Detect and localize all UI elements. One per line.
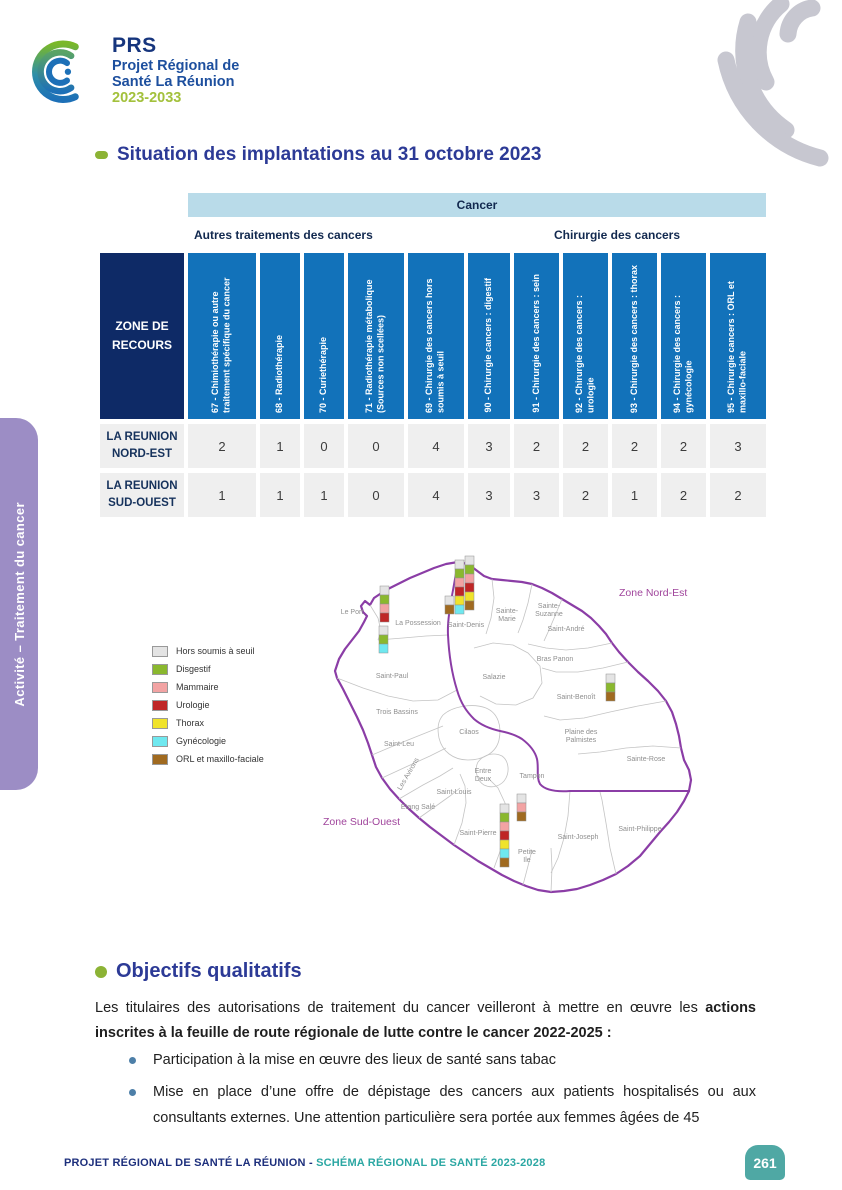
marker-square-gray <box>465 556 474 565</box>
legend-label: Mammaire <box>176 682 219 692</box>
implantations-title <box>95 144 541 166</box>
row-label: LA REUNION SUD-OUEST <box>100 473 184 517</box>
legend-item <box>152 642 264 660</box>
group-header-autres-traitements: Autres traitements des cancers <box>194 228 373 242</box>
column-header-label: 71 - Radiothérapie métabolique (Sources non scellées) <box>364 279 386 413</box>
objectifs-title <box>95 960 302 983</box>
commune-label: Saint-Louis <box>436 789 472 796</box>
zone-label: Zone Sud-Ouest <box>323 816 401 828</box>
logo-line-1: Projet Régional de <box>112 57 240 74</box>
table-cell-r0-c4: 4 <box>408 424 464 468</box>
commune-label: Saint-Pierre <box>459 830 497 837</box>
table-cell-r0-c0: 2 <box>188 424 256 468</box>
column-header-0 <box>188 253 256 419</box>
commune-label: La Possession <box>395 620 441 627</box>
marker-square-brown <box>606 692 615 701</box>
column-header-4 <box>408 253 464 419</box>
table-cell-r1-c10: 2 <box>710 473 766 517</box>
footer-title: PROJET RÉGIONAL DE SANTÉ LA RÉUNION - <box>64 1157 317 1169</box>
table-cell-r1-c7: 2 <box>563 473 608 517</box>
column-header-label: 91 - Chirurgie des cancers : sein <box>530 274 541 413</box>
marker-square-gray <box>445 596 454 605</box>
zone-label: Zone Nord-Est <box>619 587 688 599</box>
legend-label: Thorax <box>176 718 205 728</box>
column-header-10 <box>710 253 766 419</box>
table-cell-r0-c6: 2 <box>514 424 559 468</box>
legend-item <box>152 750 264 768</box>
marker-square-gray <box>379 626 388 635</box>
legend-item <box>152 696 264 714</box>
marker-square-red <box>455 587 464 596</box>
marker-square-red <box>500 831 509 840</box>
prs-logo <box>30 26 239 112</box>
marker-square-green <box>380 595 389 604</box>
implantations-title-text: Situation des implantations au 31 octobre 2023 <box>117 144 542 165</box>
marker-square-green <box>455 569 464 578</box>
table-cell-r0-c9: 2 <box>661 424 706 468</box>
marker-square-pink <box>455 578 464 587</box>
legend-item <box>152 714 264 732</box>
table-cell-r0-c3: 0 <box>348 424 404 468</box>
commune-label: Tampon <box>519 773 545 780</box>
marker-square-yellow <box>455 596 464 605</box>
table-cell-r1-c6: 3 <box>514 473 559 517</box>
objectifs-paragraph <box>95 996 756 1047</box>
marker-square-gray <box>455 560 464 569</box>
column-header-label: 70 - Curiethérapie <box>318 336 329 413</box>
marker-square-green <box>379 635 388 644</box>
commune-label: Saint-André <box>547 626 585 633</box>
green-bullet-icon <box>95 151 108 159</box>
table-cell-r0-c8: 2 <box>612 424 657 468</box>
table-cell-r0-c5: 3 <box>468 424 510 468</box>
marker-square-brown <box>500 858 509 867</box>
implantations-table <box>100 193 766 517</box>
commune-label: Cilaos <box>459 729 479 736</box>
commune-label: Saint-Paul <box>375 673 409 680</box>
marker-square-cyan <box>379 644 388 653</box>
marker-square-pink <box>500 822 509 831</box>
logo-acronym: PRS <box>112 34 157 57</box>
table-cell-r1-c5: 3 <box>468 473 510 517</box>
reunion-map <box>318 548 740 918</box>
map-legend <box>152 642 264 768</box>
marker-square-yellow <box>465 592 474 601</box>
commune-label: Saint-Leu <box>384 741 414 748</box>
table-cell-r1-c9: 2 <box>661 473 706 517</box>
column-header-8 <box>612 253 657 419</box>
legend-label: Gynécologie <box>176 736 227 746</box>
column-header-label: 93 - Chirurgie des cancers : thorax <box>628 264 639 413</box>
column-header-label: 67 - Chimiothérapie ou autre traitement spécifique du cancer <box>210 277 232 413</box>
page-number-badge: 261 <box>745 1145 785 1180</box>
column-header-label: 68 - Radiothérapie <box>274 334 285 413</box>
paragraph-colon: : <box>602 1025 612 1042</box>
table-cell-r1-c8: 1 <box>612 473 657 517</box>
objectifs-bullet-list <box>122 1048 756 1138</box>
sidebar-section-label: Activité – Traitement du cancer <box>11 501 27 707</box>
legend-label: Disgestif <box>176 664 211 674</box>
commune-label: Saint-Benoît <box>556 694 596 701</box>
paragraph-bold-text: actions inscrites à la feuille de route régionale de lutte contre le cancer 2022-2025 <box>95 1000 756 1042</box>
legend-swatch-gray <box>152 646 168 657</box>
table-cell-r1-c4: 4 <box>408 473 464 517</box>
marker-square-gray <box>500 804 509 813</box>
column-header-label: 69 - Chirurgie des cancers hors soumis à seuil <box>424 278 446 413</box>
column-header-label: 92 - Chirurgie des cancers : urologie <box>573 294 596 413</box>
column-header-5 <box>468 253 510 419</box>
marker-square-green <box>465 565 474 574</box>
table-cell-r0-c7: 2 <box>563 424 608 468</box>
commune-label: Trois Bassins <box>376 709 418 716</box>
bullet-item-0: Participation à la mise en œuvre des lieux de santé sans tabac <box>122 1048 756 1073</box>
table-cell-r1-c3: 0 <box>348 473 404 517</box>
commune-label: Petite Ile <box>518 849 536 864</box>
column-header-2 <box>304 253 344 419</box>
column-header-label: 94 - Chirurgie des cancers : gynécologie <box>671 294 694 413</box>
marker-square-red <box>380 613 389 622</box>
commune-label: Sainte-Rose <box>626 756 666 763</box>
table-cell-r1-c2: 1 <box>304 473 344 517</box>
row-label: LA REUNION NORD-EST <box>100 424 184 468</box>
commune-label: Etang Salé <box>400 804 436 811</box>
commune-label: Le Port <box>340 609 364 616</box>
sidebar-section-tab <box>0 418 38 790</box>
marker-square-pink <box>465 574 474 583</box>
column-header-label: 90 - Chirurgie cancers : digestif <box>483 278 494 413</box>
marker-square-brown <box>465 601 474 610</box>
marker-square-green <box>500 813 509 822</box>
commune-label: Saint-Denis <box>447 622 485 629</box>
objectifs-title-text: Objectifs qualitatifs <box>116 960 302 982</box>
green-bullet-icon <box>95 966 107 978</box>
table-cell-r0-c2: 0 <box>304 424 344 468</box>
marker-square-red <box>465 583 474 592</box>
legend-swatch-red <box>152 700 168 711</box>
legend-item <box>152 732 264 750</box>
column-header-7 <box>563 253 608 419</box>
footer-subtitle: SCHÉMA RÉGIONAL DE SANTÉ 2023-2028 <box>316 1157 546 1169</box>
marker-square-pink <box>517 803 526 812</box>
legend-item <box>152 660 264 678</box>
marker-square-green <box>606 683 615 692</box>
marker-square-gray <box>606 674 615 683</box>
legend-label: ORL et maxillo-faciale <box>176 754 264 764</box>
commune-label: Les Avirons <box>396 756 421 792</box>
paragraph-text: Les titulaires des autorisations de traitement du cancer veilleront à mettre en œuvre les <box>95 1000 706 1016</box>
marker-square-brown <box>445 605 454 614</box>
marker-square-cyan <box>455 605 464 614</box>
corner-arcs-decoration <box>660 0 842 168</box>
prs-spiral-icon <box>30 26 104 112</box>
marker-square-pink <box>380 604 389 613</box>
legend-swatch-pink <box>152 682 168 693</box>
table-cell-r1-c0: 1 <box>188 473 256 517</box>
column-header-9 <box>661 253 706 419</box>
commune-label: Sainte-Suzanne <box>535 603 563 618</box>
marker-square-gray <box>380 586 389 595</box>
column-header-label: 95 - Chirurgie cancers : ORL et maxillo-faciale <box>726 281 748 413</box>
logo-years: 2023-2033 <box>112 89 182 106</box>
legend-swatch-brown <box>152 754 168 765</box>
marker-square-yellow <box>500 840 509 849</box>
column-header-3 <box>348 253 404 419</box>
marker-square-brown <box>517 812 526 821</box>
table-cell-r1-c1: 1 <box>260 473 300 517</box>
group-header-chirurgie: Chirurgie des cancers <box>553 228 681 242</box>
legend-label: Urologie <box>176 700 210 710</box>
commune-label: Sainte-Marie <box>495 608 519 623</box>
legend-swatch-cyan <box>152 736 168 747</box>
commune-label: Saint-Philippe <box>618 826 662 833</box>
legend-swatch-green <box>152 664 168 675</box>
legend-label: Hors soumis à seuil <box>176 646 255 656</box>
commune-label: Plaine des Palmistes <box>564 729 598 744</box>
table-top-band: Cancer <box>188 193 766 217</box>
column-header-6 <box>514 253 559 419</box>
table-corner-cell: ZONE DE RECOURS <box>100 253 184 419</box>
table-cell-r0-c10: 3 <box>710 424 766 468</box>
logo-line-2: Santé La Réunion <box>112 73 235 90</box>
commune-label: Entre Deux <box>474 768 492 783</box>
commune-label: Bras Panon <box>536 656 574 663</box>
page-footer <box>64 1157 545 1169</box>
bullet-item-1: Mise en place d’une offre de dépistage des cancers aux patients hospitalisés ou aux consultants externes. Une attention particulière sera portée aux femmes âgées de 45 <box>122 1080 756 1131</box>
column-header-1 <box>260 253 300 419</box>
legend-swatch-yellow <box>152 718 168 729</box>
table-cell-r0-c1: 1 <box>260 424 300 468</box>
marker-square-cyan <box>500 849 509 858</box>
commune-label: Salazie <box>482 674 506 681</box>
legend-item <box>152 678 264 696</box>
marker-square-gray <box>517 794 526 803</box>
commune-label: Saint-Joseph <box>557 834 599 841</box>
